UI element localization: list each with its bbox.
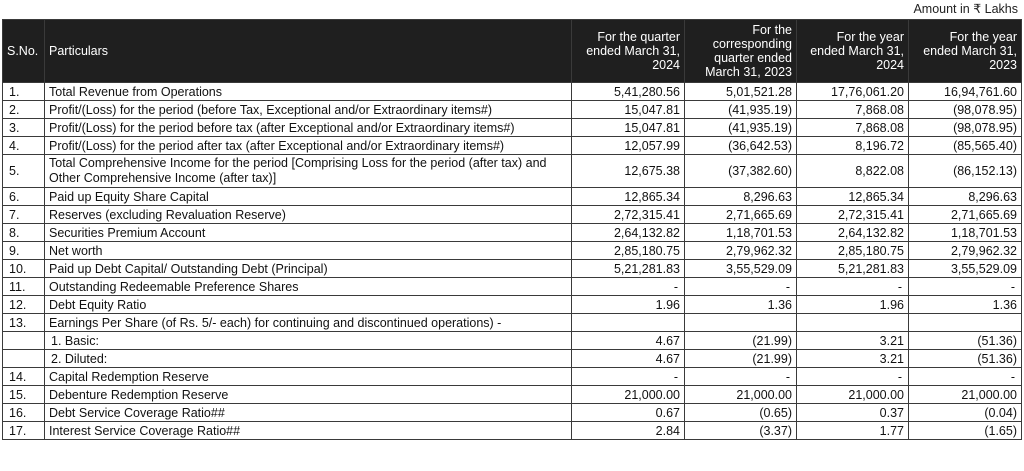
row-particulars: Net worth [45, 242, 572, 260]
value-quarter-2024: 2,64,132.82 [572, 224, 685, 242]
value-quarter-2024: 15,047.81 [572, 101, 685, 119]
value-quarter-2024: - [572, 368, 685, 386]
value-year-2023: 16,94,761.60 [909, 83, 1022, 101]
value-quarter-2023: 8,296.63 [685, 188, 797, 206]
value-year-2024: 8,196.72 [797, 137, 909, 155]
value-year-2024: 12,865.34 [797, 188, 909, 206]
value-year-2024: 7,868.08 [797, 119, 909, 137]
value-year-2024: 21,000.00 [797, 386, 909, 404]
value-year-2023: 1,18,701.53 [909, 224, 1022, 242]
value-quarter-2023: (21.99) [685, 350, 797, 368]
value-year-2023: 21,000.00 [909, 386, 1022, 404]
value-year-2024 [797, 314, 909, 332]
value-quarter-2024: 5,41,280.56 [572, 83, 685, 101]
row-sno: 6. [3, 188, 45, 206]
value-year-2023: - [909, 368, 1022, 386]
table-row [3, 296, 1022, 314]
value-year-2023: (86,152.13) [909, 155, 1022, 188]
value-year-2023: (98,078.95) [909, 101, 1022, 119]
row-sno: 9. [3, 242, 45, 260]
row-particulars: 1. Basic: [45, 332, 572, 350]
row-particulars: 2. Diluted: [45, 350, 572, 368]
value-quarter-2024: 2.84 [572, 422, 685, 440]
value-quarter-2024 [572, 314, 685, 332]
table-row [3, 101, 1022, 119]
value-quarter-2023: 3,55,529.09 [685, 260, 797, 278]
value-year-2023: 3,55,529.09 [909, 260, 1022, 278]
row-particulars: Interest Service Coverage Ratio## [45, 422, 572, 440]
row-sno: 17. [3, 422, 45, 440]
row-particulars: Debt Service Coverage Ratio## [45, 404, 572, 422]
value-quarter-2023: (36,642.53) [685, 137, 797, 155]
value-year-2024: 2,85,180.75 [797, 242, 909, 260]
value-quarter-2023: - [685, 278, 797, 296]
value-year-2023: (51.36) [909, 350, 1022, 368]
value-year-2024: 3.21 [797, 350, 909, 368]
value-year-2024: 1.96 [797, 296, 909, 314]
value-year-2024: - [797, 368, 909, 386]
value-year-2024: 2,64,132.82 [797, 224, 909, 242]
value-quarter-2024: 0.67 [572, 404, 685, 422]
table-row [3, 83, 1022, 101]
value-quarter-2023: (37,382.60) [685, 155, 797, 188]
table-row [3, 224, 1022, 242]
value-quarter-2023: (41,935.19) [685, 119, 797, 137]
value-quarter-2024: 12,865.34 [572, 188, 685, 206]
row-particulars: Securities Premium Account [45, 224, 572, 242]
row-sno: 11. [3, 278, 45, 296]
value-year-2024: 0.37 [797, 404, 909, 422]
table-row [3, 368, 1022, 386]
value-year-2023: 2,79,962.32 [909, 242, 1022, 260]
header-particulars: Particulars [45, 20, 572, 83]
row-sno: 14. [3, 368, 45, 386]
row-sno: 12. [3, 296, 45, 314]
row-sno [3, 350, 45, 368]
value-quarter-2023: 5,01,521.28 [685, 83, 797, 101]
table-row [3, 119, 1022, 137]
value-year-2023: 8,296.63 [909, 188, 1022, 206]
value-quarter-2024: 4.67 [572, 332, 685, 350]
value-quarter-2024: 2,85,180.75 [572, 242, 685, 260]
table-row [3, 260, 1022, 278]
value-quarter-2023: (3.37) [685, 422, 797, 440]
table-body [3, 83, 1022, 440]
row-sno: 8. [3, 224, 45, 242]
value-year-2023: (85,565.40) [909, 137, 1022, 155]
value-quarter-2023: (0.65) [685, 404, 797, 422]
value-quarter-2024: 15,047.81 [572, 119, 685, 137]
table-row [3, 386, 1022, 404]
row-sno: 15. [3, 386, 45, 404]
amount-unit-note: Amount in ₹ Lakhs [913, 2, 1018, 16]
value-quarter-2023: (41,935.19) [685, 101, 797, 119]
row-sno: 13. [3, 314, 45, 332]
value-year-2024: 3.21 [797, 332, 909, 350]
value-quarter-2023: - [685, 368, 797, 386]
value-quarter-2023: 2,79,962.32 [685, 242, 797, 260]
row-particulars: Profit/(Loss) for the period after tax (after Exceptional and/or Extraordinary items#) [45, 137, 572, 155]
row-particulars: Profit/(Loss) for the period before tax (after Exceptional and/or Extraordinary items#) [45, 119, 572, 137]
value-quarter-2024: 4.67 [572, 350, 685, 368]
value-year-2023 [909, 314, 1022, 332]
row-particulars: Reserves (excluding Revaluation Reserve) [45, 206, 572, 224]
row-particulars: Total Revenue from Operations [45, 83, 572, 101]
header-quarter-2023: For the corresponding quarter ended March 31, 2023 [685, 20, 797, 83]
table-row [3, 206, 1022, 224]
value-quarter-2024: - [572, 278, 685, 296]
row-particulars: Profit/(Loss) for the period (before Tax, Exceptional and/or Extraordinary items#) [45, 101, 572, 119]
value-year-2023: (0.04) [909, 404, 1022, 422]
value-year-2024: 7,868.08 [797, 101, 909, 119]
table-row [3, 314, 1022, 332]
row-sno: 7. [3, 206, 45, 224]
row-particulars: Earnings Per Share (of Rs. 5/- each) for continuing and discontinued operations) - [45, 314, 572, 332]
value-year-2024: 8,822.08 [797, 155, 909, 188]
value-year-2023: - [909, 278, 1022, 296]
value-year-2023: (1.65) [909, 422, 1022, 440]
value-year-2024: 1.77 [797, 422, 909, 440]
row-sno: 5. [3, 155, 45, 188]
value-quarter-2023: 1,18,701.53 [685, 224, 797, 242]
row-particulars: Capital Redemption Reserve [45, 368, 572, 386]
table-row [3, 278, 1022, 296]
table-row [3, 242, 1022, 260]
table-row [3, 332, 1022, 350]
table-row [3, 155, 1022, 188]
value-quarter-2023: 1.36 [685, 296, 797, 314]
row-sno: 16. [3, 404, 45, 422]
row-sno: 2. [3, 101, 45, 119]
header-sno: S.No. [3, 20, 45, 83]
value-quarter-2023 [685, 314, 797, 332]
value-quarter-2024: 12,675.38 [572, 155, 685, 188]
row-sno: 3. [3, 119, 45, 137]
table-row [3, 188, 1022, 206]
value-quarter-2024: 21,000.00 [572, 386, 685, 404]
header-year-2023: For the year ended March 31, 2023 [909, 20, 1022, 83]
header-quarter-2024: For the quarter ended March 31, 2024 [572, 20, 685, 83]
value-year-2024: 5,21,281.83 [797, 260, 909, 278]
table-row [3, 350, 1022, 368]
row-particulars: Debt Equity Ratio [45, 296, 572, 314]
value-quarter-2024: 2,72,315.41 [572, 206, 685, 224]
value-quarter-2024: 5,21,281.83 [572, 260, 685, 278]
table-row [3, 137, 1022, 155]
value-quarter-2024: 12,057.99 [572, 137, 685, 155]
row-particulars: Paid up Debt Capital/ Outstanding Debt (Principal) [45, 260, 572, 278]
row-sno [3, 332, 45, 350]
value-year-2023: (51.36) [909, 332, 1022, 350]
row-sno: 1. [3, 83, 45, 101]
table-row [3, 422, 1022, 440]
value-quarter-2024: 1.96 [572, 296, 685, 314]
value-year-2024: 2,72,315.41 [797, 206, 909, 224]
row-particulars: Debenture Redemption Reserve [45, 386, 572, 404]
table-header-row [3, 20, 1022, 83]
value-year-2024: 17,76,061.20 [797, 83, 909, 101]
value-year-2023: (98,078.95) [909, 119, 1022, 137]
row-sno: 4. [3, 137, 45, 155]
value-year-2023: 2,71,665.69 [909, 206, 1022, 224]
row-particulars: Paid up Equity Share Capital [45, 188, 572, 206]
financial-results-table [2, 19, 1022, 440]
value-quarter-2023: 2,71,665.69 [685, 206, 797, 224]
table-row [3, 404, 1022, 422]
value-year-2024: - [797, 278, 909, 296]
value-year-2023: 1.36 [909, 296, 1022, 314]
row-particulars: Total Comprehensive Income for the period [Comprising Loss for the period (after tax) and Other Comprehensive Income (after tax)] [45, 155, 572, 188]
row-particulars: Outstanding Redeemable Preference Shares [45, 278, 572, 296]
header-year-2024: For the year ended March 31, 2024 [797, 20, 909, 83]
value-quarter-2023: (21.99) [685, 332, 797, 350]
value-quarter-2023: 21,000.00 [685, 386, 797, 404]
row-sno: 10. [3, 260, 45, 278]
